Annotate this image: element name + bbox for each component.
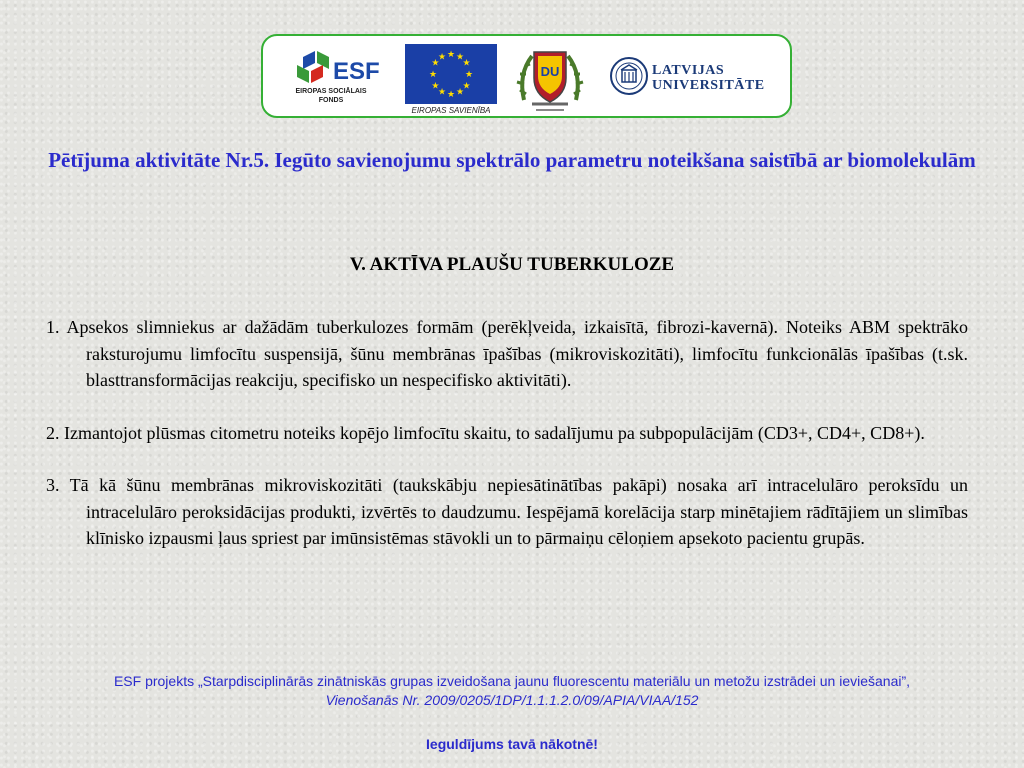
list-item: 3. Tā kā šūnu membrānas mikroviskozitāti (taukskābju nepiesātinātības pakāpi) nosaka arī intracelulāro peroksīdu un intracelulāro peroksidācijas produkti, izvērtēs to daudzumu. Iespējamā korelācija starp minētajiem rādītājiem un slimības klīnisko izpausmi ļaus spriest par imūnsistēmas stāvokli un to pārmaiņu cēloņiem apsekoto pacientu grupās. xyxy=(46,475,968,548)
svg-text:★: ★ xyxy=(446,90,456,100)
eu-caption: EIROPAS SAVIENĪBA xyxy=(411,106,491,115)
lu-name-line1: LATVIJAS xyxy=(652,63,725,78)
svg-text:★: ★ xyxy=(428,70,438,80)
esf-caption-line1: EIROPAS SOCIĀLAIS xyxy=(295,88,367,95)
list-item: 1. Apsekos slimniekus ar dažādām tuberkulozes formām (perēkļveida, izkaisītā, fibrozi-kavernā). Noteiks ABM spektrāko raksturojumu limfocītu suspensijā, šūnu membrānas īpašības (mikroviskozitāti), limfocītu funkcionālās īpašības (t.sk. blasttransformācijas reakciju, specifisko un nespecifisko aktivitāti). xyxy=(46,317,968,390)
eu-flag-icon xyxy=(405,44,497,104)
svg-text:★: ★ xyxy=(462,81,471,92)
lu-name-line2: UNIVERSITĀTE xyxy=(652,78,765,93)
esf-mark-icon xyxy=(293,49,387,87)
footer-project-line: ESF projekts „Starpdisciplinārās zinātniskās grupas izveidošana jaunu fluorescentu materiālu un metožu izstrādei un ieviešanai”, xyxy=(113,673,911,689)
esf-logo xyxy=(293,49,387,109)
list-item: 2. Izmantojot plūsmas citometru noteiks kopējo limfocītu skaitu, to sadalījumu pa subpopulācijām (CD3+, CD4+, CD8+). xyxy=(46,422,925,443)
du-logo xyxy=(514,44,586,116)
svg-text:DU: DU xyxy=(540,64,560,79)
section-heading: V. AKTĪVA PLAUŠU TUBERKULOZE xyxy=(349,254,675,275)
lu-logo xyxy=(609,56,779,104)
esf-caption-line2: FONDS xyxy=(318,97,344,104)
lu-seal-icon xyxy=(609,56,649,96)
svg-text:★: ★ xyxy=(462,58,471,69)
logo-banner xyxy=(261,34,792,118)
svg-text:★: ★ xyxy=(431,81,440,92)
svg-text:★: ★ xyxy=(431,58,440,69)
footer-slogan: Ieguldījums tavā nākotnē! xyxy=(426,736,598,752)
activity-list xyxy=(46,314,968,578)
du-crest-icon xyxy=(514,44,586,116)
svg-text:ESF: ESF xyxy=(333,58,380,85)
footer-agreement-line: Vienošanās Nr. 2009/0205/1DP/1.1.1.2.0/09/APIA/VIAA/152 xyxy=(325,692,699,708)
svg-text:★: ★ xyxy=(446,50,456,60)
svg-text:★: ★ xyxy=(437,52,447,63)
project-footer xyxy=(0,672,1024,710)
page-title: Pētījuma aktivitāte Nr.5. Iegūto savienojumu spektrālo parametru noteikšana saistībā ar biomolekulām xyxy=(48,148,976,172)
svg-text:★: ★ xyxy=(464,70,474,80)
svg-text:★: ★ xyxy=(455,52,465,63)
eu-flag-logo xyxy=(405,44,499,118)
svg-text:★: ★ xyxy=(455,87,465,98)
svg-text:★: ★ xyxy=(437,87,447,98)
